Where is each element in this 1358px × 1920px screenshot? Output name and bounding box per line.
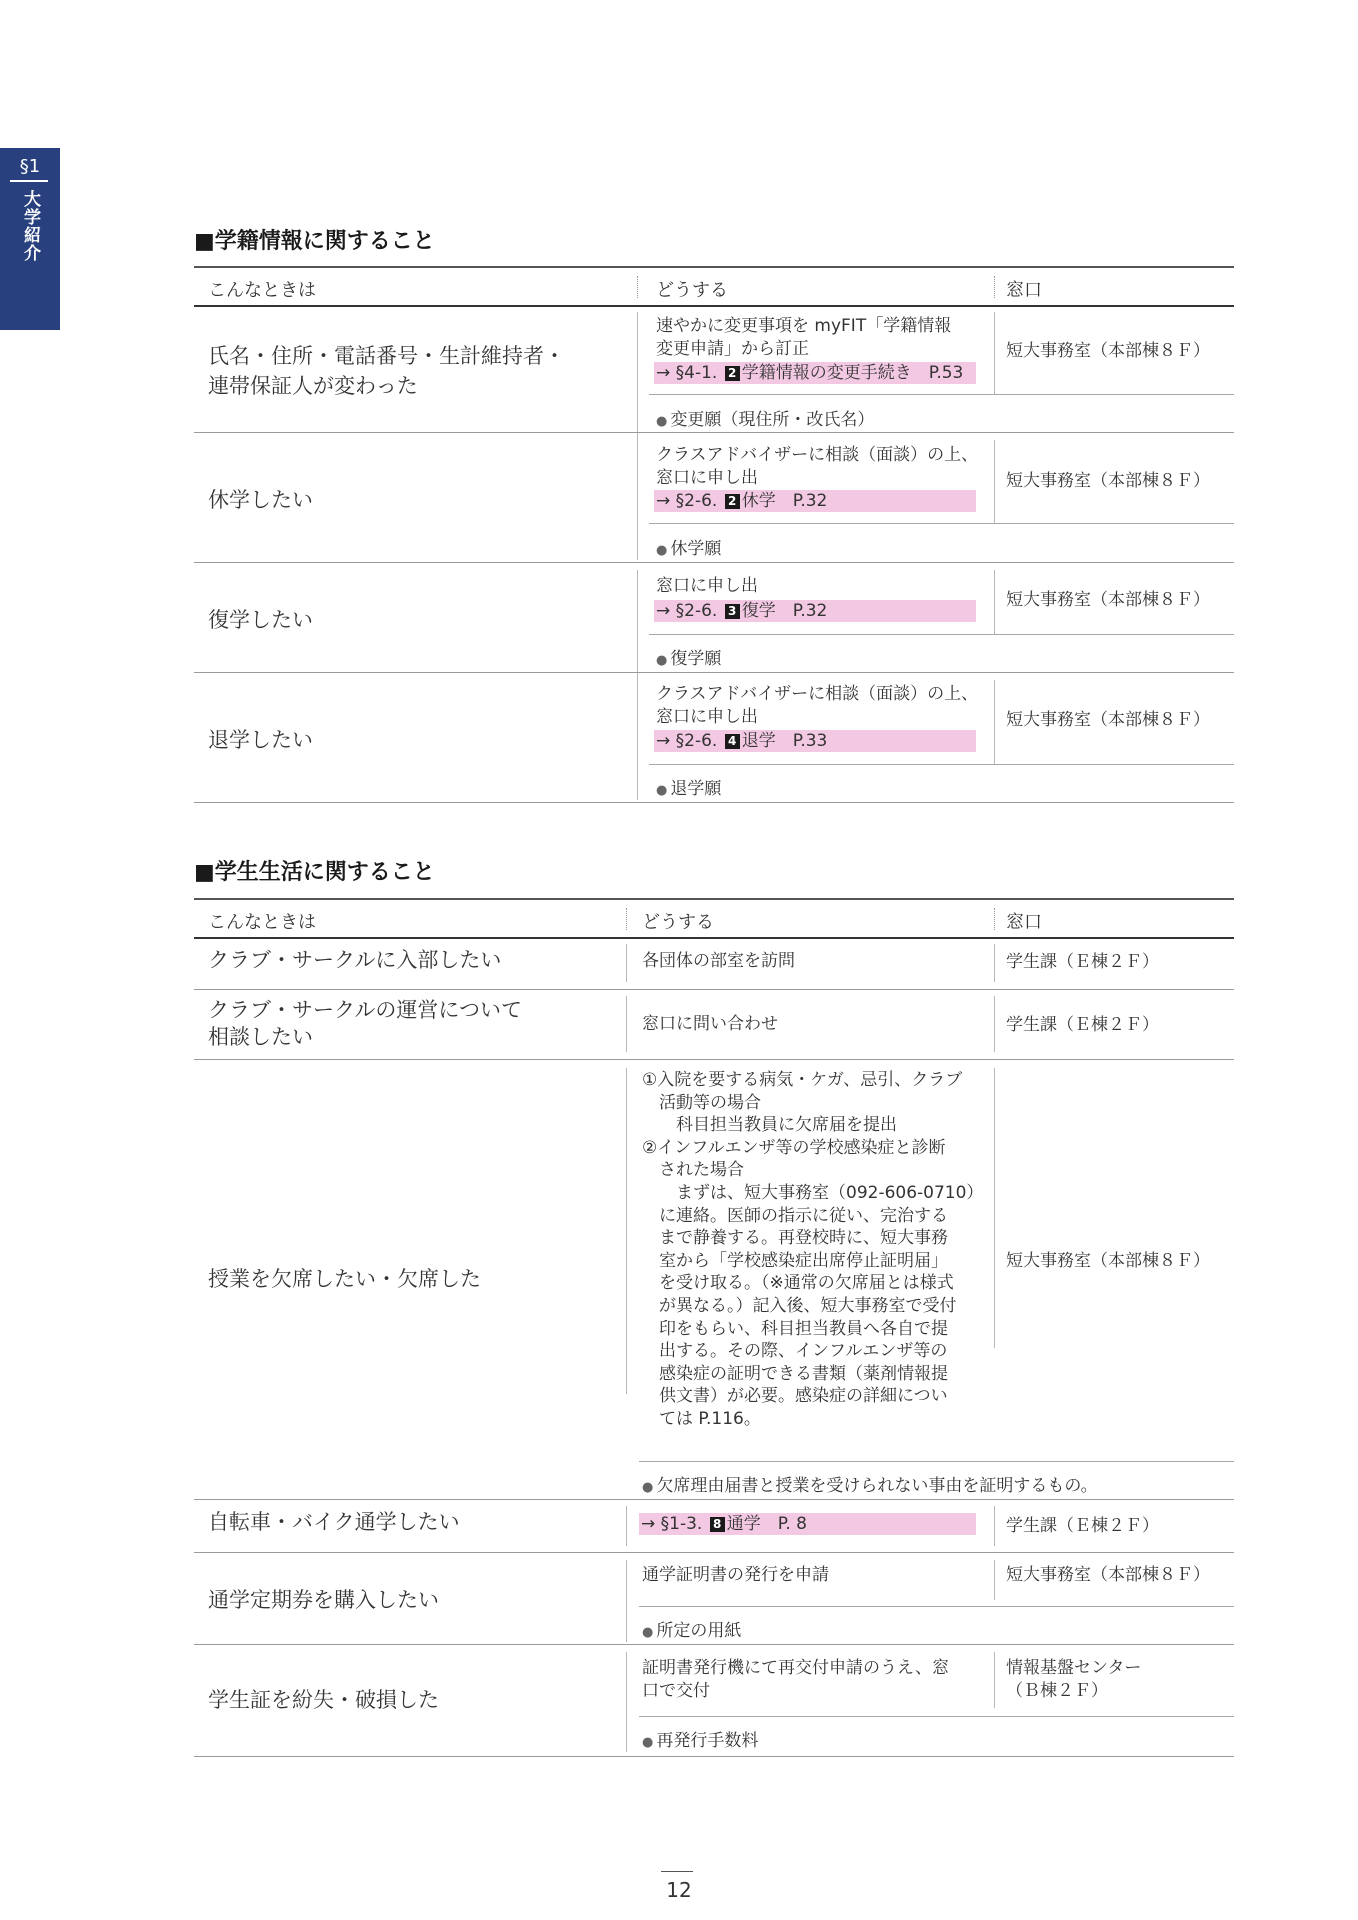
row-label-line: 授業を欠席したい・欠席した [208,1267,481,1291]
row-action-line: 科目担当教員に欠席届を提出 [642,1115,897,1136]
row-action-line: まずは、短大事務室（092-606-0710） [642,1182,984,1203]
row-office: 短大事務室（本部棟８Ｆ） [1006,471,1210,491]
row-action-line: 出する。その際、インフルエンザ等の [642,1341,948,1362]
row-label-line: クラブ・サークルの運営について [208,998,522,1022]
row-note [642,1726,758,1751]
column-divider [637,440,638,560]
bullet-icon: ● [656,783,668,798]
reference-text: 学籍情報の変更手続き P.53 [741,363,964,383]
row-action-line: 速やかに変更事項を myFIT「学籍情報 [656,316,952,336]
row-label [208,1264,481,1294]
row-office: 短大事務室（本部棟８Ｆ） [1006,1565,1210,1585]
row-action-line: された場合 [642,1160,744,1181]
header-divider [994,908,995,930]
section-title-student-life: ■学生生活に関すること [194,860,435,885]
note-rule [639,1461,1234,1462]
row-action [642,1657,949,1703]
row-action-line: 印をもらい、科目担当教員へ各自で提 [642,1318,948,1339]
row-label [208,1507,460,1537]
header-rule [194,305,1234,307]
column-divider [994,1652,995,1708]
row-action [656,315,951,361]
row-label-line: 連帯保証人が変わった [208,374,418,398]
side-tab-section-number: §1 [19,156,41,177]
row-label [208,1685,439,1715]
table-top-rule [194,266,1234,268]
row-action [642,950,795,973]
bullet-icon: ● [656,543,668,558]
section-title-enrollment: ■学籍情報に関すること [194,229,435,254]
row-label [208,341,565,401]
row-action-line: ①入院を要する病気・ケガ、忌引、クラブ [642,1070,963,1090]
row-label [208,605,313,635]
header-divider [626,908,627,930]
reference-prefix: → §1-3. [641,1514,703,1534]
row-note-text: 退学願 [670,779,722,799]
row-action-line: 活動等の場合 [642,1092,761,1113]
column-divider [626,996,627,1052]
row-rule [194,989,1234,990]
reference-link[interactable] [654,730,976,752]
row-rule [194,432,1234,433]
row-office: 学生課（Ｅ棟２Ｆ） [1006,1015,1159,1035]
row-action [642,1069,983,1431]
note-rule [649,523,1234,524]
column-divider [626,1506,627,1546]
row-action-line: が異なる。）記入後、短大事務室で受付 [642,1295,957,1316]
row-rule [194,1552,1234,1553]
row-rule [194,562,1234,563]
reference-number-badge: 3 [725,604,740,619]
reference-text: 通学 P. 8 [726,1514,807,1534]
reference-number-badge: 8 [710,1517,725,1532]
column-divider [637,570,638,680]
row-note-text: 復学願 [670,649,722,669]
row-label-line: 学生証を紛失・破損した [208,1688,439,1712]
column-divider [637,312,638,441]
row-note-text: 再発行手数料 [656,1731,759,1751]
reference-number-badge: 4 [725,734,740,749]
reference-link[interactable] [654,600,976,622]
row-label [208,945,501,975]
bullet-icon: ● [642,1480,654,1495]
page-number-rule [661,1871,693,1872]
row-action [656,444,978,490]
row-note [656,774,721,799]
row-action-line: まで静養する。再登校時に、短大事務 [642,1228,948,1249]
row-note-text: 休学願 [670,539,722,559]
header-rule [194,937,1234,939]
row-note-text: 所定の用紙 [656,1621,742,1641]
row-action-line: 窓口に申し出 [656,707,758,727]
student-life-table [194,898,1234,1758]
row-note [642,1616,741,1641]
bullet-icon: ● [656,414,668,429]
row-note [642,1471,1098,1496]
header-action: どうする [656,280,728,301]
column-divider [626,1560,627,1642]
row-label [208,485,313,515]
row-label-line: 退学したい [208,728,313,752]
row-action-line: 通学証明書の発行を申請 [642,1565,829,1585]
row-label-line: 復学したい [208,608,313,632]
column-divider [626,1652,627,1752]
row-note [656,644,721,669]
side-tab-divider [10,180,48,182]
column-divider [637,680,638,800]
row-action-line: 感染症の証明できる書類（薬剤情報提 [642,1363,948,1384]
column-divider [994,1068,995,1348]
row-note-text: 変更願（現住所・改氏名） [670,410,875,430]
row-action-line: クラスアドバイザーに相談（面談）の上、 [656,684,979,704]
row-label-line: 自転車・バイク通学したい [208,1510,460,1534]
row-note [656,534,721,559]
row-office-line: 情報基盤センター [1006,1658,1142,1678]
note-rule [639,1716,1234,1717]
row-action-line: 証明書発行機にて再交付申請のうえ、窓 [642,1658,950,1678]
column-divider [994,440,995,523]
bullet-icon: ● [656,653,668,668]
table-top-rule [194,898,1234,900]
row-action-line: に連絡。医師の指示に従い、完治する [642,1205,948,1226]
reference-number-badge: 2 [725,494,740,509]
row-office-line: （Ｂ棟２Ｆ） [1006,1681,1108,1701]
row-label-line: 相談したい [208,1025,313,1049]
column-divider [994,1560,995,1600]
enrollment-table [194,266,1234,806]
side-tab-label: 大学紹介 [20,190,40,262]
table-bottom-rule [194,1756,1234,1757]
header-divider [994,276,995,298]
reference-text: 退学 P.33 [741,731,828,751]
note-rule [639,1606,1234,1607]
row-action-line: 窓口に申し出 [656,576,758,596]
reference-prefix: → §2-6. [656,491,718,511]
row-rule [194,1644,1234,1645]
header-action: どうする [642,912,714,933]
column-divider [994,944,995,982]
row-action [642,1564,829,1587]
row-action-line: ②インフルエンザ等の学校感染症と診断 [642,1137,946,1158]
row-action-line: 口で交付 [642,1681,710,1701]
note-rule [649,764,1234,765]
row-office: 短大事務室（本部棟８Ｆ） [1006,341,1210,361]
row-rule [194,672,1234,673]
reference-prefix: → §2-6. [656,731,718,751]
row-action [656,683,978,729]
row-action-line: クラスアドバイザーに相談（面談）の上、 [656,445,979,465]
row-action-line: 供文書）が必要。感染症の詳細につい [642,1386,948,1407]
row-action-line: 変更申請」から訂正 [656,339,809,359]
row-action [656,575,758,598]
row-label [208,725,313,755]
row-note [656,405,874,430]
reference-prefix: → §2-6. [656,601,718,621]
column-divider [994,312,995,394]
reference-link[interactable] [639,1513,976,1535]
reference-prefix: → §4-1. [656,363,718,383]
row-action-line: 窓口に問い合わせ [642,1014,778,1034]
column-divider [626,1068,627,1394]
row-action-line: ては P.116。 [642,1408,761,1429]
row-office: 学生課（Ｅ棟２Ｆ） [1006,1516,1159,1536]
reference-text: 休学 P.32 [741,491,828,511]
header-divider [637,276,638,298]
reference-link[interactable] [654,362,976,384]
row-label-line: 通学定期券を購入したい [208,1588,439,1612]
header-when: こんなときは [208,280,316,301]
row-label [208,1585,439,1615]
row-label [208,997,522,1051]
reference-number-badge: 2 [725,366,740,381]
row-label-line: 休学したい [208,488,313,512]
column-divider [994,680,995,764]
column-divider [994,1506,995,1546]
row-label-line: クラブ・サークルに入部したい [208,948,502,972]
row-action-line: 窓口に申し出 [656,468,758,488]
page-number: 12 [666,1878,692,1902]
header-office: 窓口 [1006,280,1042,301]
row-office: 学生課（Ｅ棟２Ｆ） [1006,952,1159,972]
note-rule [649,394,1234,395]
reference-link[interactable] [654,490,976,512]
row-rule [194,1059,1234,1060]
row-action-line: 室から「学校感染症出席停止証明届」 [642,1250,948,1271]
section-side-tab [0,148,60,330]
column-divider [994,996,995,1052]
column-divider [994,570,995,634]
row-action-line: 各団体の部室を訪問 [642,951,795,971]
row-office: 短大事務室（本部棟８Ｆ） [1006,590,1210,610]
row-office: 短大事務室（本部棟８Ｆ） [1006,1251,1210,1271]
row-label-line: 氏名・住所・電話番号・生計維持者・ [208,344,565,368]
header-office: 窓口 [1006,912,1042,933]
note-rule [649,634,1234,635]
row-note-text: 欠席理由届書と授業を受けられない事由を証明するもの。 [656,1476,1098,1496]
bullet-icon: ● [642,1735,654,1750]
reference-text: 復学 P.32 [741,601,828,621]
bullet-icon: ● [642,1625,654,1640]
header-when: こんなときは [208,912,316,933]
row-rule [194,1499,1234,1500]
row-office [1006,1657,1141,1703]
row-action-line: を受け取る。（※通常の欠席届とは様式 [642,1273,954,1294]
row-action [642,1013,778,1036]
row-office: 短大事務室（本部棟８Ｆ） [1006,710,1210,730]
column-divider [626,944,627,982]
row-rule [194,802,1234,803]
